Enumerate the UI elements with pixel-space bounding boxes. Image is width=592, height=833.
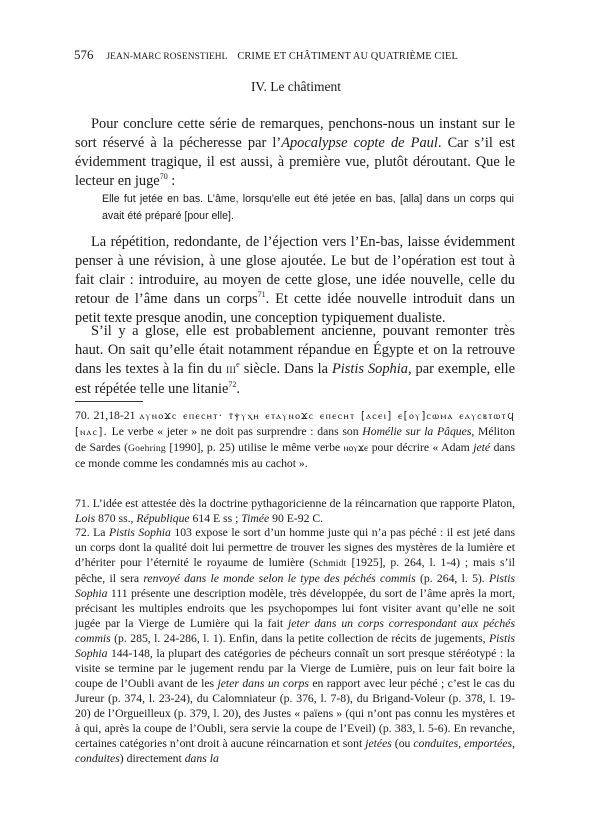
- paragraph-1: Pour conclure cette série de remarques, penchons-nous un instant sur le sort réservé à la pécheresse par l’Apocalypse copte de Paul. Car s’il est évidemment tragique, il est aussi, à première vue, plutôt déroutant. Que le lecteur en juge$^{70}$ :: [75, 116, 515, 189]
- footnote-72: 72. La Pistis Sophia 103 expose le sort d’un homme juste qui n’a pas péché : il est jeté dans un corps dont la qualité doit lui permettre de trouver les signes des mystères de la lumière et d’hériter pour l’éternité le royaume de lumière (Schmidt [1925], p. 264, l. 1-4) ; mais s’il pêche, il sera renvoyé dans le monde selon le type des péchés commis (p. 264, l. 5). Pistis Sophia 111 présente une description modèle, très développée, du sort de l’âme après la mort, précisant les multiples endroits que les psychopompes lui font visiter avant qu’elle ne soit jugée par la Vierge de Lumière qui la fait jeter dans un corps correspondant aux péchés commis (p. 285, l. 24-286, l. 1). Enfin, dans la petite collection de récits de jugements, Pistis Sophia 144-148, la plupart des catégories de pécheurs connaît un sort presque stéréotypé : la visite se termine par le jugement rendu par la Vierge de Lumière, puis on leur fait boire la coupe de l’Oubli avant de les jeter dans un corps en rapport avec leur péché ; c’est le cas du Jureur (p. 374, l. 23-24), du Calomniateur (p. 376, l. 7-8), du Brigand-Voleur (p. 378, l. 19-20) de l’Orgueilleux (p. 379, l. 20), des Justes « païens » (qui n’ont pas connu les mystères et à qui, après la coupe de l’Oubli, sera servie la coupe de l’Eveil) (p. 383, l. 5-6). En revanche, certaines catégories n’ont droit à aucune réincarnation et sont jetées (ou conduites, emportées, conduites) directement dans la: [75, 526, 515, 765]
- footnote-ref-72[interactable]: 72: [228, 380, 237, 389]
- italic-title: Apocalypse copte de Paul: [281, 135, 438, 151]
- footnote-71: 71. L’idée est attestée dès la doctrine pythagoricienne de la réincarnation que rapporte Platon, Lois 870 ss., République 614 E ss ; Timée 90 E-92 C.: [75, 497, 515, 525]
- coptic-text: ⲁⲩⲛⲟϫⲥ ⲉⲡⲉⲥⲏⲧ· ⲧ̄ⲯⲩⲭⲏ ⲉⲧⲁⲩⲛⲟϫⲥ ⲉⲡⲉⲥⲏⲧ [ⲁⲥⲉⲓ] ⲉ[ⲟⲩ]ⲥⲱⲙⲁ ⲉⲁⲩⲥⲃⲧⲱⲧϥ [ⲛⲁⲥ].: [75, 411, 515, 438]
- footnote-ref-71[interactable]: 71: [257, 290, 266, 299]
- footnote-70: 70. 21,18-21 ⲁⲩⲛⲟϫⲥ ⲉⲡⲉⲥⲏⲧ· ⲧ̄ⲯⲩⲭⲏ ⲉⲧⲁⲩⲛⲟϫⲥ ⲉⲡⲉⲥⲏⲧ [ⲁⲥⲉⲓ] ⲉ[ⲟⲩ]ⲥⲱⲙⲁ ⲉⲁⲩⲥⲃⲧⲱⲧϥ [ⲛⲁⲥ]. Le verbe « jeter » ne doit pas surprendre : dans son Homélie sur la Pâques, Méliton de Sardes (Goehring [1990], p. 25) utilise le même verbe ⲛⲟⲩϫⲉ pour décrire « Adam jeté dans ce monde comme les condamnés mis au cachot ».: [75, 409, 515, 470]
- footnote-separator: [75, 401, 143, 402]
- paragraph-2: La répétition, redondante, de l’éjection vers l’En-bas, laisse évidemment penser à une révision, à une glose ajoutée. Le but de l’opération est tout à fait clair : introduire, au moyen de cette glose, une idée nouvelle, celle du retour de l’âme dans un corps$^{71}$. Et cette idée nouvelle introduit dans un petit texte presque anodin, une conception typiquement dualiste.: [75, 234, 515, 326]
- header-running-title: CRIME ET CHÂTIMENT AU QUATRIÈME CIEL: [237, 51, 458, 62]
- paragraph-3: S’il y a glose, elle est probablement ancienne, pouvant remonter très haut. On sait qu’elle était notamment répandue en Égypte et on la retrouve dans les textes à la fin du IIIe siècle. Dans la Pistis Sophia, par exemple, elle est répétée telle une litanie$^{72}$.: [75, 323, 515, 397]
- running-header: [74, 47, 514, 63]
- header-author: JEAN-MARC ROSENSTIEHL: [106, 52, 228, 62]
- century-numeral: III: [225, 365, 237, 376]
- page-number: 576: [74, 47, 94, 62]
- footnote-ref-70[interactable]: 70: [159, 172, 168, 181]
- section-heading: IV. Le châtiment: [250, 79, 342, 94]
- block-quote: Elle fut jetée en bas. L’âme, lorsqu’elle eut été jetée en bas, [alla] dans un corps qui avait été préparé [pour elle].: [102, 193, 514, 222]
